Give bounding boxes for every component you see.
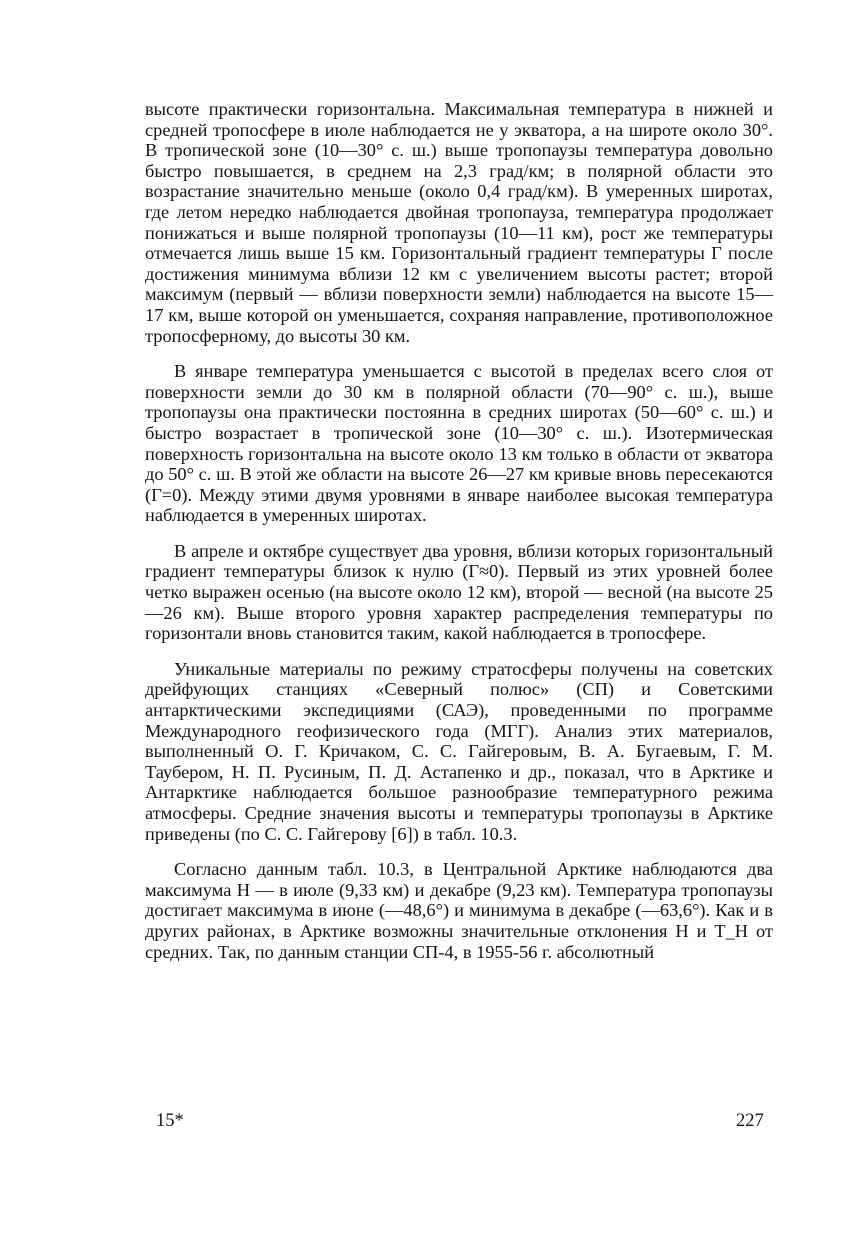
paragraph-5: Согласно данным табл. 10.3, в Центральной Арктике наблюдаются два максимума H — в июле (9,33 км) и декабре (9,23 км). Температура тропопаузы достигает максимума в июне (—48,6°) и минимума в декабре (—63,6°). Как и в других районах, в Арктике возможны значительные отклонения H и T_H от средних. Так, по данным станции СП-4, в 1955-56 г. абсолютный [145, 859, 773, 962]
paragraph-3: В апреле и октябре существует два уровня, вблизи которых горизонтальный градиент температуры близок к нулю (Г≈0). Первый из этих уровней более четко выражен осенью (на высоте около 12 км), второй — весной (на высоте 25—26 км). Выше второго уровня характер распределения температуры по горизонтали вновь становится таким, какой наблюдается в тропосфере. [145, 540, 773, 644]
paragraph-2: В январе температура уменьшается с высотой в пределах всего слоя от поверхности земли до 30 км в полярной области (70—90° с. ш.), выше тропопаузы она практически постоянна в средних широтах (50—60° с. ш.) и быстро возрастает в тропической зоне (10—30° с. ш.). Изотермическая поверхность горизонтальна на высоте около 13 км только в области от экватора до 50° с. ш. В этой же области на высоте 26—27 км кривые вновь пересекаются (Г=0). Между этими двумя уровнями в январе наиболее высокая температура наблюдается в умеренных широтах. [145, 361, 773, 526]
paragraph-1: высоте практически горизонтальна. Максимальная температура в нижней и средней тропосфере в июле наблюдается не у экватора, а на широте около 30°. В тропической зоне (10—30° с. ш.) выше тропопаузы температура довольно быстро повышается, в среднем на 2,3 град/км; в полярной области это возрастание значительно меньше (около 0,4 град/км). В умеренных широтах, где летом нередко наблюдается двойная тропопауза, температура продолжает понижаться и выше полярной тропопаузы (10—11 км), рост же температуры отмечается лишь выше 15 км. Горизонтальный градиент температуры Г после достижения минимума вблизи 12 км с увеличением высоты растет; второй максимум (первый — вблизи поверхности земли) наблюдается на высоте 15—17 км, выше которой он уменьшается, сохраняя направление, противоположное тропосферному, до высоты 30 км. [145, 99, 773, 346]
paragraph-4: Уникальные материалы по режиму стратосферы получены на советских дрейфующих станциях «Северный полюс» (СП) и Советскими антарктическими экспедициями (САЭ), проведенными по программе Международного геофизического года (МГГ). Анализ этих материалов, выполненный О. Г. Кричаком, С. С. Гайгеровым, В. А. Бугаевым, Г. М. Таубером, Н. П. Русиным, П. Д. Астапенко и др., показал, что в Арктике и Антарктике наблюдается большое разнообразие температурного режима атмосферы. Средние значения высоты и температуры тропопаузы в Арктике приведены (по С. С. Гайгерову [6]) в табл. 10.3. [145, 658, 773, 844]
signature-mark: 15* [156, 1111, 184, 1131]
page-number: 227 [736, 1111, 764, 1131]
body-text [145, 99, 773, 977]
